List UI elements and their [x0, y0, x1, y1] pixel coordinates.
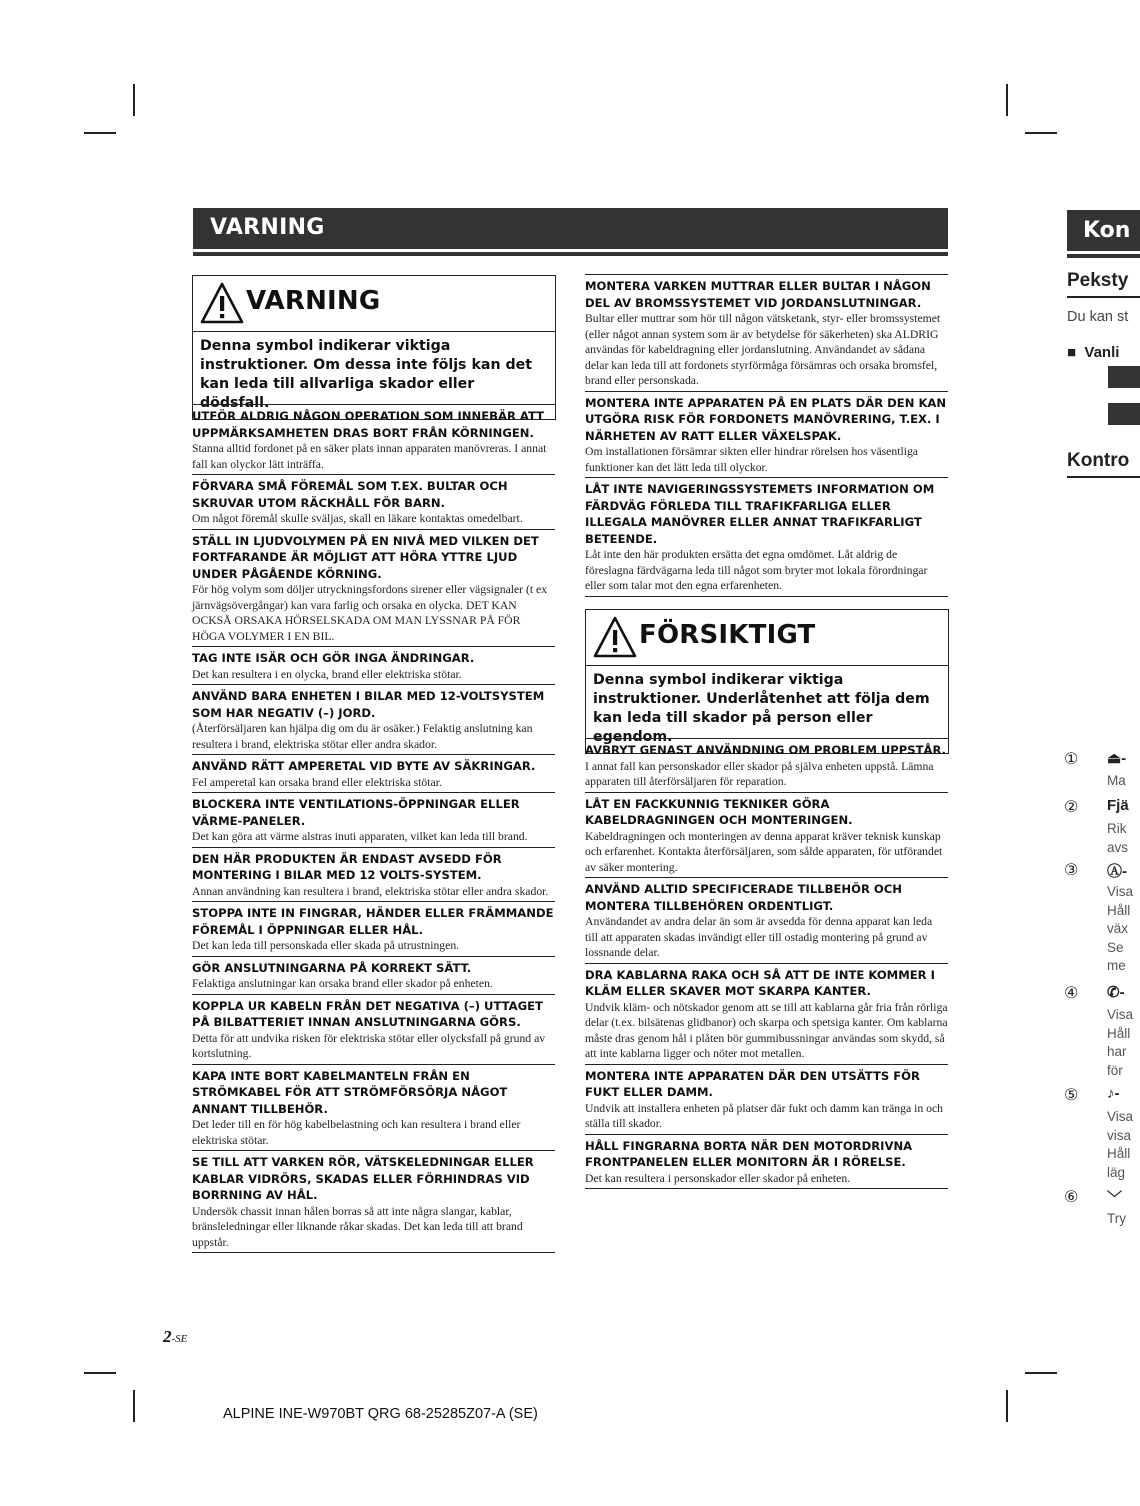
item-text: Try — [1107, 1211, 1126, 1226]
warning-box-header — [193, 276, 555, 332]
warning-list-left — [192, 404, 555, 1253]
page-number-suffix: -SE — [171, 1333, 188, 1345]
warning-item-heading: ANVÄND ALLTID SPECIFICERADE TILLBEHÖR OCH MONTERA TILLBEHÖREN ORDENTLIGT. — [585, 882, 902, 913]
warning-item — [192, 474, 555, 529]
warning-item-heading: MONTERA INTE APPARATEN DÄR DEN UTSÄTTS FÖR FUKT ELLER DAMM. — [585, 1068, 920, 1099]
warning-item-heading: UTFÖR ALDRIG NÅGON OPERATION SOM INNEBÄR ATT UPPMÄRKSAMHETEN DRAS BORT FRÅN KÖRNINGEN. — [192, 409, 545, 440]
item-number: ④ — [1064, 983, 1079, 1002]
list-end-rule — [192, 1252, 555, 1253]
warning-item-text: Det leder till en för hög kabelbelastning och kan resultera i brand eller elektriska stötar. — [192, 1118, 521, 1147]
next-page-heading-rule — [1067, 296, 1140, 298]
warning-item-text: Det kan resultera i personskador eller skador på enheten. — [585, 1171, 851, 1185]
item-text: har — [1107, 1044, 1127, 1059]
item-number: ③ — [1064, 860, 1079, 879]
crop-mark — [1025, 132, 1057, 134]
crop-mark — [1006, 84, 1008, 116]
warning-item-heading: LÅT EN FACKKUNNIG TEKNIKER GÖRA KABELDRAGNINGEN OCH MONTERINGEN. — [585, 796, 853, 827]
next-page-banner-title: Kon — [1083, 218, 1131, 243]
warning-item-heading: KOPPLA UR KABELN FRÅN DET NEGATIVA (–) UTTAGET PÅ BILBATTERIET INNAN ANSLUTNINGARNA GÖRS. — [192, 998, 543, 1029]
item-text: Visa — [1107, 1109, 1134, 1124]
item-text: Rik — [1107, 821, 1127, 836]
warning-item-heading: DEN HÄR PRODUKTEN ÄR ENDAST AVSEDD FÖR MONTERING I BILAR MED 12 VOLTS-SYSTEM. — [192, 851, 502, 882]
warning-item-text: Felaktiga anslutningar kan orsaka brand eller skador på enheten. — [192, 977, 493, 990]
warning-item-text: Undersök chassit innan hålen borras så att inte några slangar, kablar, bränsleledningar eller liknande råkar skadas. Det kan leda till att brand uppstår. — [192, 1204, 523, 1249]
page-number — [163, 1327, 187, 1347]
item-number: ② — [1064, 797, 1079, 816]
caution-list — [585, 738, 948, 1189]
warning-item — [192, 901, 555, 956]
warning-item — [192, 646, 555, 684]
warning-item-heading: DRA KABLARNA RAKA OCH SÅ ATT DE INTE KOMMER I KLÄM ELLER SKAVER MOT SKARPA KANTER. — [585, 967, 935, 998]
item-symbol: Fjä — [1107, 797, 1129, 814]
item-text: Visa — [1107, 1007, 1134, 1022]
item-symbol: ﹀ — [1107, 1190, 1123, 1207]
crop-mark — [133, 84, 135, 116]
item-text: Håll — [1107, 1025, 1131, 1041]
warning-item-text: (Återförsäljaren kan hjälpa dig om du är osäker.) Felaktig anslutning kan resultera i brand, elektriska stötar eller andra skador. — [192, 722, 533, 751]
warning-item — [585, 391, 948, 478]
warning-item-text: Detta för att undvika risken för elektriska stötar eller olycksfall på grund av kortslutning. — [192, 1031, 546, 1060]
warning-item-heading: KAPA INTE BORT KABELMANTELN FRÅN EN STRÖMKABEL FÖR ATT STRÖMFÖRSÖRJA NÅGOT ANNANT TILLBEHÖR. — [192, 1068, 508, 1116]
warning-item — [192, 1150, 555, 1252]
warning-triangle-icon — [199, 281, 245, 325]
warning-item — [585, 877, 948, 963]
caution-triangle-icon — [592, 615, 638, 659]
warning-item-text: Undvik att installera enheten på platser där fukt och damm kan tränga in och ställa till skador. — [585, 1101, 943, 1130]
warning-item — [585, 963, 948, 1064]
crop-mark — [84, 132, 116, 134]
warning-item-heading: AVBRYT GENAST ANVÄNDNING OM PROBLEM UPPSTÅR. — [585, 743, 947, 757]
next-page-bullet: ■ Vanli — [1067, 344, 1120, 361]
next-page-heading: Peksty — [1067, 270, 1129, 291]
crop-mark — [133, 1390, 135, 1422]
warning-item — [192, 404, 555, 474]
item-text: Ma — [1107, 773, 1126, 788]
warning-item — [192, 529, 555, 647]
warning-item-text: Stanna alltid fordonet på en säker plats innan apparaten manövreras. I annat fall kan olyckor lätt inträffa. — [192, 442, 547, 471]
warning-item-heading: GÖR ANSLUTNINGARNA PÅ KORREKT SÄTT. — [192, 960, 472, 975]
next-page-heading: Kontro — [1067, 450, 1130, 471]
warning-item — [192, 684, 555, 754]
document-footer: ALPINE INE-W970BT QRG 68-25285Z07-A (SE) — [223, 1406, 538, 1422]
next-page-key-icon — [1108, 403, 1140, 425]
section-banner — [193, 208, 948, 249]
caution-box-header — [586, 610, 948, 666]
item-symbol: ♪- — [1107, 1085, 1120, 1102]
warning-item-text: Undvik kläm- och nötskador genom att se till att kablarna går fria från rörliga delar (t.ex. bilsätenas glidbanor) och skarpa och spetsiga kanter. Om kablarna måste dras genom hål i plåten bör gummibussningar användas som skydd, så att inte kablarna ligger och nöter mot metallen. — [585, 1000, 948, 1060]
item-number: ⑤ — [1064, 1085, 1079, 1104]
warning-item-heading: ANVÄND RÄTT AMPERETAL VID BYTE AV SÄKRINGAR. — [192, 759, 536, 773]
warning-item — [585, 477, 948, 596]
warning-item — [192, 956, 555, 994]
warning-item-heading: MONTERA INTE APPARATEN PÅ EN PLATS DÄR DEN KAN UTGÖRA RISK FÖR FORDONETS MANÖVRERING, T.EX. I NÄRHETEN AV RATT ELLER VÄXELSPAK. — [585, 395, 947, 443]
warning-symbol-box — [192, 275, 556, 420]
warning-item — [192, 847, 555, 902]
warning-item — [192, 1064, 555, 1151]
warning-item-text: Det kan resultera i en olycka, brand eller elektriska stötar. — [192, 667, 462, 681]
warning-item — [585, 738, 948, 792]
warning-item-text: Fel amperetal kan orsaka brand eller elektriska stötar. — [192, 775, 442, 789]
list-end-rule — [585, 1188, 948, 1189]
warning-item-text: Kabeldragningen och monteringen av denna apparat kräver teknisk kunskap och erfarenhet. Kontakta återförsäljaren, som sålde apparaten, för utförandet av säker montering. — [585, 829, 943, 874]
warning-item-text: Låt inte den här produkten ersätta det egna omdömet. Låt aldrig de föreslagna färdvägarna leda till något som bryter mot lokala förordningar eller som talar mot den egna erfarenheten. — [585, 548, 928, 592]
item-text: väx — [1107, 921, 1129, 936]
warning-item — [585, 1064, 948, 1134]
warning-item-heading: HÅLL FINGRARNA BORTA NÄR DEN MOTORDRIVNA FRONTPANELEN ELLER MONITORN ÄR I RÖRELSE. — [585, 1138, 913, 1169]
list-end-rule — [585, 596, 948, 597]
next-page-heading-rule — [1067, 476, 1140, 478]
item-symbol: ✆- — [1107, 984, 1125, 1001]
warning-item-text: Om något föremål skulle sväljas, skall en läkare kontaktas omedelbart. — [192, 512, 523, 525]
warning-item-text: För hög volym som döljer utryckningsfordons sirener eller vägsignaler (t ex järnvägsövergångar) kan vara farlig och orsaka en olycka. DET KAN OCKSÅ ORSAKA HÖRSELSKADA OM MAN LYSSNAR PÅ FÖR HÖGA VOLYMER I EN BIL. — [192, 583, 548, 643]
item-text: Håll — [1107, 902, 1131, 918]
warning-item-heading: STÄLL IN LJUDVOLYMEN PÅ EN NIVÅ MED VILKEN DET FORTFARANDE ÄR MÖJLIGT ATT HÖRA YTTRE LJUD UNDER PÅGÅENDE KÖRNING. — [192, 533, 539, 581]
item-text: för — [1107, 1062, 1123, 1078]
warning-item-heading: BLOCKERA INTE VENTILATIONS-ÖPPNINGAR ELLER VÄRME-PANELER. — [192, 797, 520, 828]
warning-item-heading: MONTERA VARKEN MUTTRAR ELLER BULTAR I NÅGON DEL AV BROMSSYSTEMET VID JORDANSLUTNINGAR. — [585, 279, 931, 310]
item-text: läg — [1107, 1164, 1126, 1180]
warning-item-text: Användandet av andra delar än som är avsedda för denna apparat kan leda till att apparaten skadas invändigt eller till ostadig montering på grund av lossnande delar. — [585, 915, 933, 959]
warning-item-heading: LÅT INTE NAVIGERINGSSYSTEMETS INFORMATION OM FÄRDVÄG FÖRLEDA TILL TRAFIKFARLIGA ELLER ILLEGALA MANÖVRER ELLER ANNAT TRAFIKFARLIGT BETEENDE. — [585, 482, 935, 546]
caution-box-title: FÖRSIKTIGT — [639, 620, 816, 650]
section-title: VARNING — [210, 215, 325, 240]
warning-item-text: Det kan göra att värme alstras inuti apparaten, vilket kan leda till brand. — [192, 830, 528, 843]
next-page-text: Du kan st — [1067, 309, 1129, 325]
item-symbol: ⏏- — [1107, 750, 1127, 767]
warning-box-title: VARNING — [246, 286, 381, 316]
warning-list-right — [585, 274, 948, 597]
warning-item — [585, 274, 948, 391]
warning-item-heading: SE TILL ATT VARKEN RÖR, VÄTSKELEDNINGAR ELLER KABLAR VIDRÖRS, SKADAS ELLER FÖRHINDRAS VID BORRNING AV HÅL. — [192, 1155, 534, 1202]
warning-item-text: Det kan leda till personskada eller skada på utrustningen. — [192, 939, 460, 952]
warning-item-text: I annat fall kan personskador eller skador på själva enheten uppstå. Lämna apparaten till återförsäljaren för reparation. — [585, 759, 934, 788]
item-symbol: Ⓐ- — [1107, 863, 1127, 880]
banner-underline — [193, 252, 948, 256]
page-number-value: 2 — [163, 1327, 172, 1346]
next-page-banner — [1067, 210, 1140, 251]
warning-item — [585, 1134, 948, 1189]
item-number: ⑥ — [1064, 1187, 1079, 1206]
warning-item-heading: FÖRVARA SMÅ FÖREMÅL SOM T.EX. BULTAR OCH SKRUVAR UTOM RÄCKHÅLL FÖR BARN. — [192, 479, 508, 510]
crop-mark — [1025, 1372, 1057, 1374]
warning-item-text: Bultar eller muttrar som hör till någon vätsketank, styr- eller bromssystemet (eller något annan system som är av betydelse för säkerheten) ska ALDRIG användas för kabeldragning eller jordanslutning. Användandet av sådana delar kan leda till att fordonets styrförmåga försämras och orsaka bromsfel, brand eller personskada. — [585, 312, 941, 387]
warning-item-text: Annan användning kan resultera i brand, elektriska stötar eller andra skador. — [192, 884, 549, 898]
next-page-banner-underline — [1067, 254, 1140, 258]
caution-box-description: Denna symbol indikerar viktiga instruktioner. Underlåtenhet att följa dem kan leda till skador på person eller egendom. — [593, 672, 930, 745]
next-page-key-icon — [1108, 366, 1140, 388]
warning-item-heading: ANVÄND BARA ENHETEN I BILAR MED 12-VOLTSYSTEM SOM HAR NEGATIV (–) JORD. — [192, 689, 545, 720]
warning-item — [585, 792, 948, 878]
caution-symbol-box — [585, 609, 949, 754]
warning-item-heading: STOPPA INTE IN FINGRAR, HÄNDER ELLER FRÄMMANDE FÖREMÅL I ÖPPNINGAR ELLER HÅL. — [192, 906, 554, 937]
warning-box-description: Denna symbol indikerar viktiga instruktioner. Om dessa inte följs kan det kan leda till allvarliga skador eller dödsfall. — [200, 338, 533, 411]
item-text: Se — [1107, 939, 1124, 955]
item-text: Håll — [1107, 1146, 1131, 1161]
next-page-bullet-label: Vanli — [1084, 344, 1120, 361]
crop-mark — [84, 1372, 116, 1374]
warning-item — [192, 994, 555, 1064]
warning-item — [192, 754, 555, 792]
warning-item — [192, 792, 555, 847]
item-text: Visa — [1107, 884, 1134, 899]
warning-item-heading: TAG INTE ISÄR OCH GÖR INGA ÄNDRINGAR. — [192, 651, 475, 665]
item-text: visa — [1107, 1127, 1132, 1143]
item-text: avs — [1107, 839, 1129, 855]
item-text: me — [1107, 958, 1126, 973]
crop-mark — [1006, 1390, 1008, 1422]
warning-item-text: Om installationen försämrar sikten eller hindrar rörelsen hos väsentliga funktioner kan det lätt leda till olyckor. — [585, 445, 918, 474]
item-number: ① — [1064, 749, 1079, 768]
